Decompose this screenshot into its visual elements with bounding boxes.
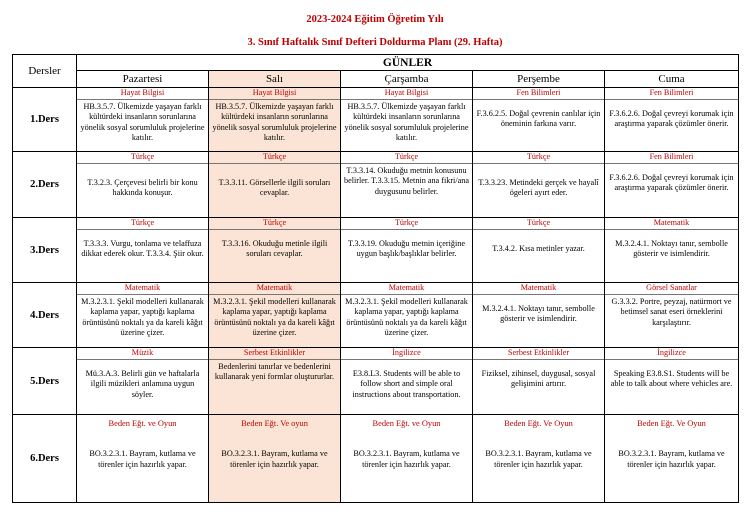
outcome-text: M.3.2.4.1. Noktayı tanır, sembolle gösterir ve isimlendirir.: [482, 303, 595, 323]
plan-cell: [341, 348, 473, 415]
lesson-label: 1.Ders: [13, 88, 77, 152]
lesson-row-2: [13, 152, 739, 218]
subject-label: Müzik: [77, 348, 208, 360]
subject-label: Matematik: [341, 283, 472, 295]
plan-cell: [209, 218, 341, 283]
plan-cell: [605, 218, 739, 283]
lesson-label: 5.Ders: [13, 348, 77, 415]
subject-label: Beden Eğt. Ve oyun: [241, 419, 308, 428]
lesson-row-6: [13, 415, 739, 503]
plan-cell: [209, 152, 341, 218]
plan-cell: [605, 348, 739, 415]
outcome-text: Bedenlerini tanırlar ve bedenlerini kullanarak yeni formlar oluştururlar.: [214, 361, 335, 381]
header-gunler: GÜNLER: [77, 55, 739, 71]
subject-label: Fen Bilimleri: [605, 88, 738, 100]
outcome-text: M.3.2.3.1. Şekil modelleri kullanarak kaplama yapar, yaptığı kaplama örüntüsünü noktalı ya da kareli kâğıt üzerine çizer.: [213, 296, 336, 337]
plan-cell: [209, 415, 341, 503]
lesson-row-4: [13, 283, 739, 348]
plan-cell: [341, 88, 473, 152]
plan-cell: [473, 348, 605, 415]
subject-label: Serbest Etkinlikler: [209, 348, 340, 360]
plan-cell: [341, 415, 473, 503]
plan-cell: [341, 218, 473, 283]
outcome-text: BO.3.2.3.1. Bayram, kutlama ve törenler için hazırlık yapar.: [618, 449, 725, 469]
plan-cell: [209, 348, 341, 415]
lesson-label: 4.Ders: [13, 283, 77, 348]
day-sali: Salı: [209, 71, 341, 88]
subject-label: Görsel Sanatlar: [605, 283, 738, 295]
subject-label: Serbest Etkinlikler: [473, 348, 604, 360]
plan-cell: [473, 88, 605, 152]
subject-label: Matematik: [209, 283, 340, 295]
outcome-text: M.3.2.4.1. Noktayı tanır, sembolle gösterir ve isimlendirir.: [615, 238, 728, 258]
plan-cell: [473, 218, 605, 283]
outcome-text: HB.3.5.7. Ülkemizde yaşayan farklı kültürdeki insanların sorunlarına yönelik sosyal sorumluluk projelerine katılır.: [212, 101, 337, 142]
subject-label: Matematik: [77, 283, 208, 295]
day-cuma: Cuma: [605, 71, 739, 88]
subject-label: Türkçe: [77, 218, 208, 230]
outcome-text: M.3.2.3.1. Şekil modelleri kullanarak kaplama yapar, yaptığı kaplama örüntüsünü noktalı ya da kareli kâğıt üzerine çizer.: [345, 296, 468, 337]
plan-cell: [341, 152, 473, 218]
outcome-text: HB.3.5.7. Ülkemizde yaşayan farklı kültürdeki insanların sorunlarına yönelik sosyal sorumluluk projelerine katılır.: [344, 101, 469, 142]
subject-label: İngilizce: [341, 348, 472, 360]
lesson-label: 2.Ders: [13, 152, 77, 218]
outcome-text: Mü.3.A.3. Belirli gün ve haftalarla ilgili müzikleri anlamına uygun söyler.: [85, 368, 200, 399]
plan-cell: [77, 88, 209, 152]
plan-cell: [605, 283, 739, 348]
plan-cell: [77, 415, 209, 503]
outcome-text: T.3.2.3. Çerçevesi belirli bir konu hakkında konuşur.: [87, 177, 198, 197]
outcome-text: BO.3.2.3.1. Bayram, kutlama ve törenler için hazırlık yapar.: [221, 449, 328, 469]
plan-cell: [209, 283, 341, 348]
outcome-text: T.3.3.11. Görsellerle ilgili soruları cevaplar.: [218, 177, 331, 197]
subject-label: Beden Eğt. ve Oyun: [108, 419, 177, 428]
subject-label: Türkçe: [473, 152, 604, 164]
day-persembe: Perşembe: [473, 71, 605, 88]
plan-cell: [605, 415, 739, 503]
outcome-text: HB.3.5.7. Ülkemizde yaşayan farklı kültürdeki insanların sorunlarına yönelik sosyal sorumluluk projelerine katılır.: [80, 101, 205, 142]
lesson-label: 6.Ders: [13, 415, 77, 503]
plan-cell: [77, 218, 209, 283]
subject-label: Türkçe: [473, 218, 604, 230]
day-pazartesi: Pazartesi: [77, 71, 209, 88]
lesson-label: 3.Ders: [13, 218, 77, 283]
day-carsamba: Çarşamba: [341, 71, 473, 88]
plan-cell: [77, 348, 209, 415]
outcome-text: F.3.6.2.6. Doğal çevreyi korumak için araştırma yaparak çözümler önerir.: [609, 172, 734, 192]
plan-cell: [77, 152, 209, 218]
subject-label: Türkçe: [341, 152, 472, 164]
plan-cell: [473, 152, 605, 218]
lesson-row-1: [13, 88, 739, 152]
subject-label: Türkçe: [77, 152, 208, 164]
subject-label: Beden Eğt. Ve Oyun: [637, 419, 706, 428]
outcome-text: BO.3.2.3.1. Bayram, kutlama ve törenler için hazırlık yapar.: [485, 449, 592, 469]
header-dersler: Dersler: [13, 55, 77, 88]
subject-label: Hayat Bilgisi: [341, 88, 472, 100]
plan-cell: [77, 283, 209, 348]
plan-title: 3. Sınıf Haftalık Sınıf Defteri Doldurma Planı (29. Hafta): [247, 37, 503, 48]
subject-label: Türkçe: [341, 218, 472, 230]
subject-label: Türkçe: [209, 218, 340, 230]
plan-cell: [473, 283, 605, 348]
outcome-text: T.3.4.2. Kısa metinler yazar.: [492, 243, 585, 253]
subject-label: Fen Bilimleri: [473, 88, 604, 100]
outcome-text: M.3.2.3.1. Şekil modelleri kullanarak kaplama yapar, yaptığı kaplama örüntüsünü noktalı ya da kareli kâğıt üzerine çizer.: [81, 296, 204, 337]
outcome-text: Speaking E3.8.S1. Students will be able to talk about where vehicles are.: [610, 368, 733, 388]
subject-label: Türkçe: [209, 152, 340, 164]
outcome-text: T.3.3.3. Vurgu, tonlama ve telaffuza dikkat ederek okur. T.3.3.4. Şiir okur.: [81, 238, 204, 258]
lesson-row-5: [13, 348, 739, 415]
document-title: 2023-2024 Eğitim Öğretim Yılı: [306, 14, 444, 25]
subject-label: Beden Eğt. Ve Oyun: [504, 419, 573, 428]
outcome-text: G.3.3.2. Portre, peyzaj, natürmort ve betimsel sanat eseri örneklerini karşılaştırır.: [611, 296, 732, 327]
plan-cell: [605, 88, 739, 152]
lesson-row-3: [13, 218, 739, 283]
subject-label: Beden Eğt. ve Oyun: [372, 419, 441, 428]
plan-cell: [605, 152, 739, 218]
subject-label: Hayat Bilgisi: [209, 88, 340, 100]
subject-label: Fen Bilimleri: [605, 152, 738, 164]
outcome-text: E3.8.L3. Students will be able to follow short and simple oral instructions about transportation.: [352, 368, 461, 399]
weekly-plan-table: [12, 54, 739, 503]
subject-label: Matematik: [473, 283, 604, 295]
outcome-text: F.3.6.2.5. Doğal çevrenin canlılar için öneminin farkına varır.: [476, 108, 601, 128]
outcome-text: BO.3.2.3.1. Bayram, kutlama ve törenler için hazırlık yapar.: [89, 449, 196, 469]
outcome-text: T.3.3.14. Okuduğu metnin konusunu belirler. T.3.3.15. Metnin ana fikri/ana duygusunu belirler.: [344, 165, 469, 196]
outcome-text: T.3.3.16. Okuduğu metinle ilgili soruları cevaplar.: [221, 238, 328, 258]
plan-cell: [341, 283, 473, 348]
subject-label: Matematik: [605, 218, 738, 230]
subject-label: İngilizce: [605, 348, 738, 360]
plan-cell: [209, 88, 341, 152]
plan-cell: [473, 415, 605, 503]
outcome-text: BO.3.2.3.1. Bayram, kutlama ve törenler için hazırlık yapar.: [353, 449, 460, 469]
subject-label: Hayat Bilgisi: [77, 88, 208, 100]
outcome-text: F.3.6.2.6. Doğal çevreyi korumak için araştırma yaparak çözümler önerir.: [609, 108, 734, 128]
outcome-text: T.3.3.23. Metindeki gerçek ve hayalî ögeleri ayırt eder.: [478, 177, 599, 197]
outcome-text: T.3.3.19. Okuduğu metnin içeriğine uygun başlık/başlıklar belirler.: [348, 238, 465, 258]
outcome-text: Fiziksel, zihinsel, duygusal, sosyal gelişimini artırır.: [481, 368, 596, 388]
